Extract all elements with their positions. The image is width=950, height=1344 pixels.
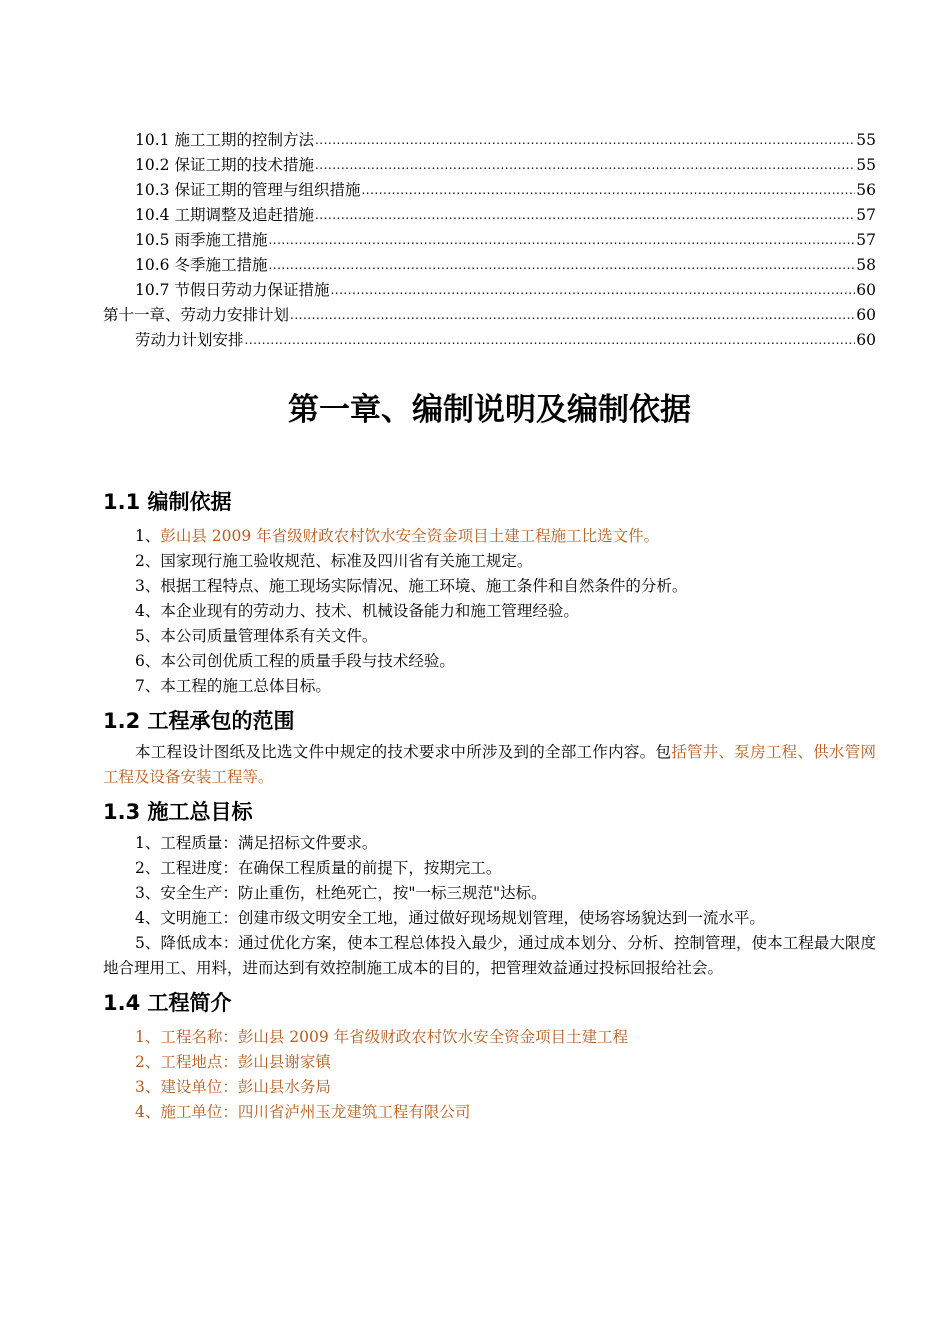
list-item: 7、本工程的施工总体目标。 — [135, 677, 331, 695]
toc-page-number: 57 — [856, 231, 876, 249]
list-item-number: 1、 — [135, 527, 161, 545]
list-item — [103, 1100, 876, 1125]
toc-entry-title: 10.5 雨季施工措施 — [135, 231, 268, 249]
toc-entry-title: 10.3 保证工期的管理与组织措施 — [135, 181, 361, 199]
section-list — [103, 1025, 876, 1125]
list-item: 2、国家现行施工验收规范、标准及四川省有关施工规定。 — [135, 552, 533, 570]
toc-entry-title: 10.2 保证工期的技术措施 — [135, 156, 314, 174]
list-item: 5、降低成本：通过优化方案，使本工程总体投入最少，通过成本划分、分析、控制管理，使本工程最大限度地合理用工、用料，进而达到有效控制施工成本的目的，把管理效益通过投标回报给社会。 — [103, 934, 876, 977]
toc-entry[interactable] — [103, 250, 876, 275]
toc-page-number: 60 — [856, 331, 876, 349]
table-of-contents — [103, 0, 876, 350]
toc-leader-dots — [268, 255, 855, 275]
section-paragraph — [103, 740, 876, 790]
paragraph-highlight: 括管井、泵房工程、供水管网工程及设备安装工程等。 — [103, 743, 876, 786]
toc-entry[interactable] — [103, 325, 876, 350]
list-item: 3、安全生产：防止重伤，杜绝死亡，按"一标三规范"达标。 — [135, 884, 547, 902]
list-item: 2、工程进度：在确保工程质量的前提下，按期完工。 — [135, 859, 502, 877]
section-contract-scope — [103, 707, 876, 790]
list-item — [103, 524, 876, 549]
item-label: 1、工程名称： — [135, 1028, 238, 1046]
item-value: 彭山县 2009 年省级财政农村饮水安全资金项目土建工程 — [237, 1028, 629, 1046]
toc-leader-dots — [315, 155, 855, 175]
toc-page-number: 55 — [856, 131, 876, 149]
chapter-title: 第一章、编制说明及编制依据 — [288, 392, 691, 428]
toc-leader-dots — [245, 330, 856, 350]
toc-entry[interactable] — [103, 175, 876, 200]
section-compilation-basis — [103, 488, 876, 699]
toc-entry[interactable] — [103, 225, 876, 250]
toc-leader-dots — [361, 180, 855, 200]
section-project-overview — [103, 989, 876, 1125]
toc-entry-title: 劳动力计划安排 — [135, 331, 244, 349]
toc-leader-dots — [315, 130, 855, 150]
toc-entry[interactable] — [103, 275, 876, 300]
toc-entry[interactable] — [103, 300, 876, 325]
toc-page-number: 60 — [856, 306, 876, 324]
list-item — [103, 1025, 876, 1050]
toc-page-number: 58 — [856, 256, 876, 274]
toc-entry-title: 10.7 节假日劳动力保证措施 — [135, 281, 330, 299]
item-label: 2、工程地点： — [135, 1053, 238, 1071]
list-item: 4、文明施工：创建市级文明安全工地，通过做好现场规划管理，使场容场貌达到一流水平。 — [135, 909, 765, 927]
toc-page-number: 56 — [856, 181, 876, 199]
toc-entry-title: 10.6 冬季施工措施 — [135, 256, 268, 274]
toc-entry[interactable] — [103, 200, 876, 225]
section-heading: 1.3 施工总目标 — [103, 800, 253, 824]
toc-page-number: 57 — [856, 206, 876, 224]
list-item — [103, 1075, 876, 1100]
section-list — [103, 831, 876, 981]
toc-leader-dots — [315, 205, 855, 225]
toc-entry-title: 10.4 工期调整及追赶措施 — [135, 206, 314, 224]
list-item: 3、根据工程特点、施工现场实际情况、施工环境、施工条件和自然条件的分析。 — [135, 577, 688, 595]
list-item-highlight: 彭山县 2009 年省级财政农村饮水安全资金项目土建工程施工比选文件。 — [160, 527, 660, 545]
toc-entry-title: 10.1 施工工期的控制方法 — [135, 131, 314, 149]
toc-leader-dots — [268, 230, 855, 250]
toc-page-number: 55 — [856, 156, 876, 174]
list-item: 4、本企业现有的劳动力、技术、机械设备能力和施工管理经验。 — [135, 602, 579, 620]
toc-entry-title: 第十一章、劳动力安排计划 — [103, 306, 290, 324]
list-item: 5、本公司质量管理体系有关文件。 — [135, 627, 378, 645]
toc-entry[interactable] — [103, 150, 876, 175]
section-heading: 1.4 工程简介 — [103, 991, 232, 1015]
item-value: 彭山县谢家镇 — [237, 1053, 331, 1071]
toc-page-number: 60 — [856, 281, 876, 299]
list-item: 1、工程质量：满足招标文件要求。 — [135, 834, 378, 852]
item-label: 3、建设单位： — [135, 1078, 238, 1096]
paragraph-text: 本工程设计图纸及比选文件中规定的技术要求中所涉及到的全部工作内容。包 — [135, 743, 672, 761]
toc-entry[interactable] — [103, 125, 876, 150]
section-heading: 1.1 编制依据 — [103, 490, 232, 514]
list-item: 6、本公司创优质工程的质量手段与技术经验。 — [135, 652, 455, 670]
section-overall-goals — [103, 798, 876, 981]
item-label: 4、施工单位： — [135, 1103, 238, 1121]
list-item — [103, 1050, 876, 1075]
item-value: 彭山县水务局 — [237, 1078, 331, 1096]
toc-leader-dots — [290, 305, 855, 325]
section-list — [103, 524, 876, 699]
toc-leader-dots — [330, 280, 855, 300]
section-heading: 1.2 工程承包的范围 — [103, 709, 295, 733]
item-value: 四川省泸州玉龙建筑工程有限公司 — [237, 1103, 471, 1121]
